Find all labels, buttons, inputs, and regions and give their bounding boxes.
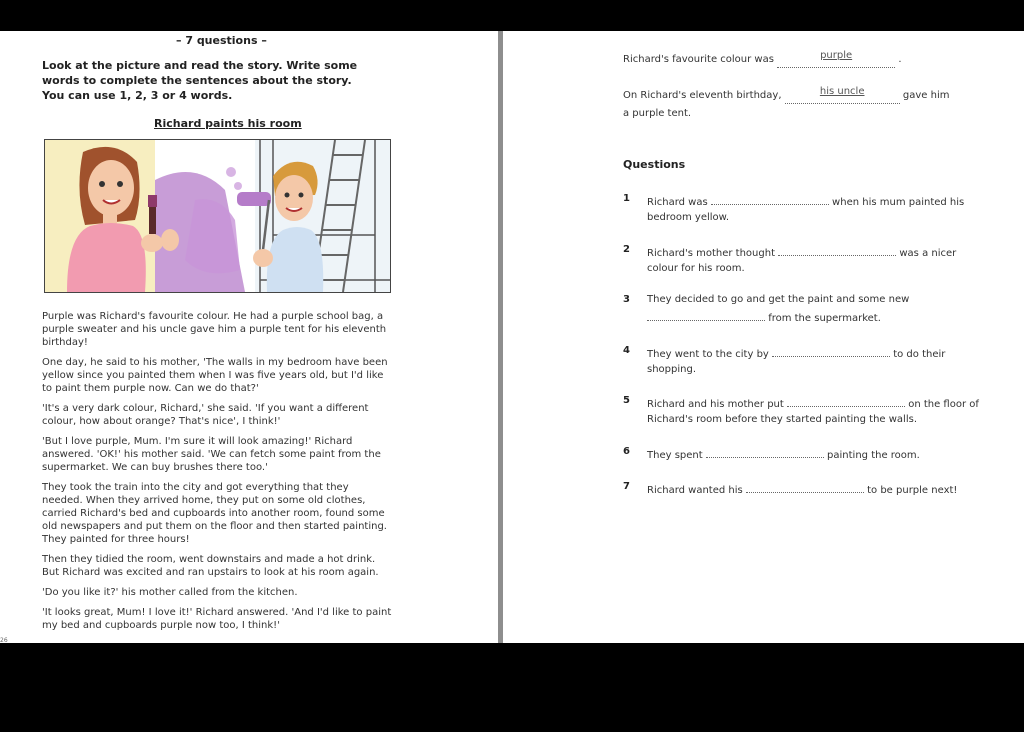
question-text-before: They spent	[647, 450, 703, 461]
question-number: 7	[623, 481, 630, 492]
question-text-before: Richard wanted his	[647, 485, 743, 496]
question-text-after: painting the room.	[827, 450, 920, 461]
story-text	[42, 310, 392, 639]
story-paragraph: 'It looks great, Mum! I love it!' Richard answered. 'And I'd like to paint my bed and cupboards purple now too, I think!'	[42, 607, 392, 631]
question-text-before: They went to the city by	[647, 349, 769, 360]
page-number: 26	[0, 637, 8, 643]
question-number: 1	[623, 193, 630, 204]
left-page	[0, 31, 498, 643]
question-text-before: Richard was	[647, 197, 708, 208]
question-text-before: Richard's mother thought	[647, 248, 775, 259]
question-number: 2	[623, 244, 630, 255]
example-text-before: On Richard's eleventh birthday,	[623, 90, 782, 101]
questions-heading: Questions	[623, 158, 686, 171]
answer-blank[interactable]	[711, 191, 829, 205]
story-paragraph: 'But I love purple, Mum. I'm sure it will look amazing!' Richard answered. 'OK!' his mother said. 'We can fetch some paint from the supermarket. We can buy brushes there too.'	[42, 436, 381, 473]
paint-roller	[237, 192, 271, 206]
example-sentence-2	[623, 87, 953, 123]
story-paragraph: Purple was Richard's favourite colour. He had a purple school bag, a purple sweater and his uncle gave him a purple tent for his eleventh birthday!	[42, 311, 387, 348]
story-paragraph: They took the train into the city and got everything that they needed. When they arrived home, they put on some old clothes, carried Richard's bed and cupboards into another room, found some old newspapers and put them on the floor and then started painting. They painted for three hours!	[42, 482, 387, 545]
question-number: 3	[623, 294, 630, 305]
question-text-after: when his mum painted his bedroom yellow.	[647, 197, 965, 223]
example-answer-blank	[785, 86, 900, 104]
question-text-after: from the supermarket.	[768, 313, 881, 324]
question-text-before: They decided to go and get the paint and some new	[647, 294, 910, 305]
question-number: 6	[623, 446, 630, 457]
question-count: – 7 questions –	[176, 34, 267, 47]
answer-blank[interactable]	[772, 343, 890, 357]
story-paragraph: Then they tidied the room, went downstairs and made a hot drink. But Richard was excited and ran upstairs to look at his room again.	[42, 554, 379, 578]
story-title: Richard paints his room	[154, 117, 302, 130]
example-sentence-1	[623, 51, 902, 69]
example-text-before: Richard's favourite colour was	[623, 54, 774, 65]
question-number: 5	[623, 395, 630, 406]
story-paragraph: 'Do you like it?' his mother called from the kitchen.	[42, 587, 298, 598]
question-text-after: to be purple next!	[867, 485, 958, 496]
answer-blank[interactable]	[787, 393, 905, 407]
answer-blank[interactable]	[746, 479, 864, 493]
story-illustration	[44, 139, 391, 293]
example-answer-blank	[777, 50, 895, 68]
answer-blank[interactable]	[647, 307, 765, 321]
bottom-black-bar	[0, 643, 1024, 732]
question-text-after: to do their shopping.	[647, 349, 946, 375]
question-number: 4	[623, 345, 630, 356]
example-text-after: gave him a purple tent.	[623, 90, 950, 119]
story-paragraph: 'It's a very dark colour, Richard,' she said. 'If you want a different colour, how about orange? That's nice', I think!'	[42, 403, 369, 427]
top-black-bar	[0, 0, 1024, 31]
story-paragraph: One day, he said to his mother, 'The walls in my bedroom have been yellow since you painted them when I was five years old, but I'd like to paint them purple now. Can we do that?'	[42, 357, 388, 394]
example-answer: his uncle	[819, 86, 865, 97]
answer-blank[interactable]	[778, 242, 896, 256]
question-text-before: Richard and his mother put	[647, 399, 784, 410]
example-answer: purple	[820, 50, 853, 61]
example-text-after: .	[898, 54, 902, 65]
instructions: Look at the picture and read the story. Write some words to complete the sentences about the story. You can use 1, 2, 3 or 4 words.	[42, 59, 358, 102]
question-text-after: was a nicer colour for his room.	[647, 248, 957, 274]
answer-blank[interactable]	[706, 444, 824, 458]
right-page	[503, 31, 1024, 643]
question-text-after: on the floor of Richard's room before they started painting the walls.	[647, 399, 979, 425]
